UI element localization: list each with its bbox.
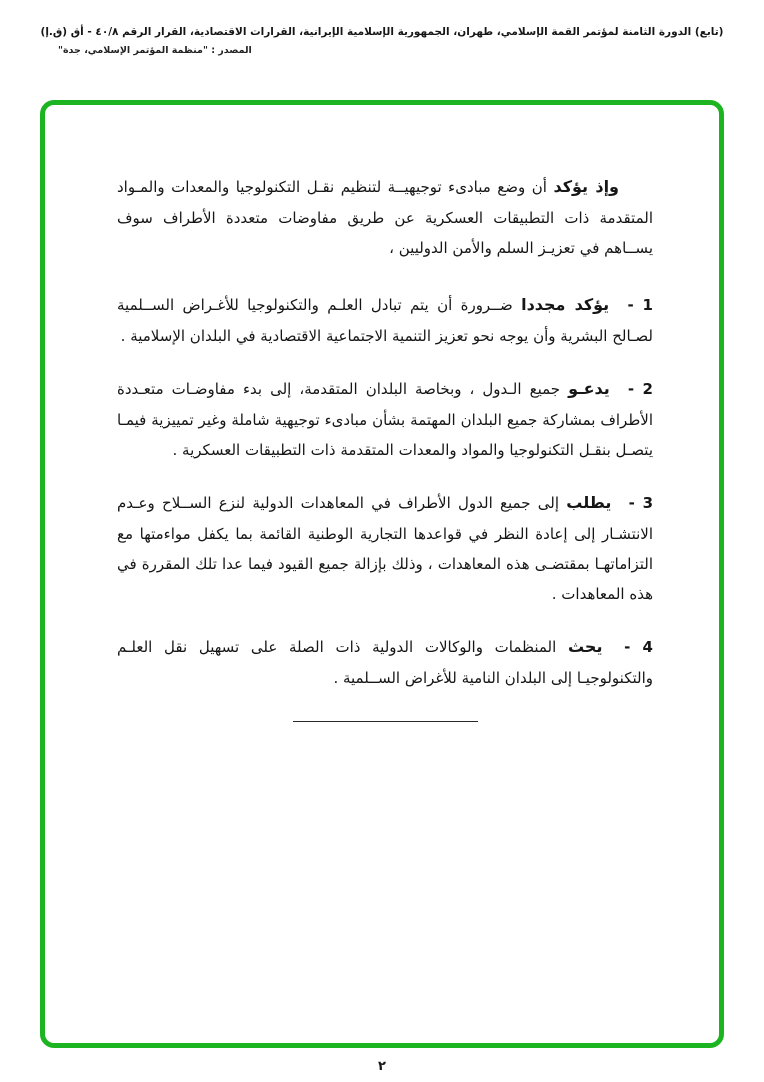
item-text: المنظمات والوكالات الدولية ذات الصلة على تسهيل نقل العلـم والتكنولوجيـا إلى البلدان النامية للأغراض الســلمية .	[117, 638, 653, 687]
document-header	[0, 26, 764, 56]
header-source-line: المصدر : "منظمة المؤتمر الإسلامي، جدة"	[58, 45, 252, 56]
list-item	[117, 289, 653, 351]
item-number: 3 -	[628, 494, 653, 512]
list-item	[117, 373, 653, 465]
item-lead: يحث	[567, 637, 603, 656]
document-body	[45, 105, 719, 722]
item-text: ضــرورة أن يتم تبادل العلـم والتكنولوجيا للأغـراض الســلمية لصـالح البشرية وأن يوجه نحو تعزيز التنمية الاجتماعية الاقتصادية في البلدان الإسلامية .	[117, 296, 653, 345]
item-text: جميع الـدول ، وبخاصة البلدان المتقدمة، إلى بدء مفاوضـات متعـددة الأطراف بمشاركة جميع البلدان المهتمة بشأن مبادىء توجيهية شاملة وغير تمييزية فيمـا يتصـل بنقـل التكنولوجيا والمواد والمعدات المتقدمة ذات التطبيقات العسكرية .	[117, 380, 653, 459]
content-frame	[40, 100, 724, 1048]
intro-lead: وإذ يؤكد	[553, 177, 620, 196]
item-number: 1 -	[627, 296, 653, 314]
header-title-line: (تابع) الدورة الثامنة لمؤتمر القمة الإسلامي، طهران، الجمهورية الإسلامية الإيرانية، القرارات الاقتصادية، القرار الرقم ٤٠/٨ - أق (ق.إ)	[40, 26, 724, 38]
item-lead: يطلب	[566, 493, 612, 512]
item-lead: يدعـو	[568, 379, 610, 398]
item-number: 2 -	[627, 380, 653, 398]
page-number: ٢	[378, 1059, 386, 1074]
list-item	[117, 631, 653, 693]
item-number: 4 -	[624, 638, 653, 656]
end-of-text-rule	[293, 721, 478, 722]
item-lead: يؤكد مجددا	[521, 295, 610, 314]
intro-paragraph	[117, 171, 653, 263]
list-item	[117, 487, 653, 609]
intro-text: أن وضع مبادىء توجيهيــة لتنظيم نقـل التكنولوجيا والمعدات والمـواد المتقدمة ذات التطبيقات العسكرية عن طريق مفاوضات متعددة الأطراف سوف يســاهم في تعزيـز السلم والأمن الدوليين ،	[117, 178, 653, 257]
item-text: إلى جميع الدول الأطراف في المعاهدات الدولية لنزع الســلاح وعـدم الانتشـار إلى إعادة النظر في قواعدها التجارية الوطنية القائمة بما يكفل مواءمتها مع التزاماتهـا بمقتضـى هذه المعاهدات ، وذلك بإزالة جميع القيود فيما عدا تلك المقررة في هذه المعاهدات .	[117, 494, 653, 603]
document-footer	[0, 1059, 764, 1074]
